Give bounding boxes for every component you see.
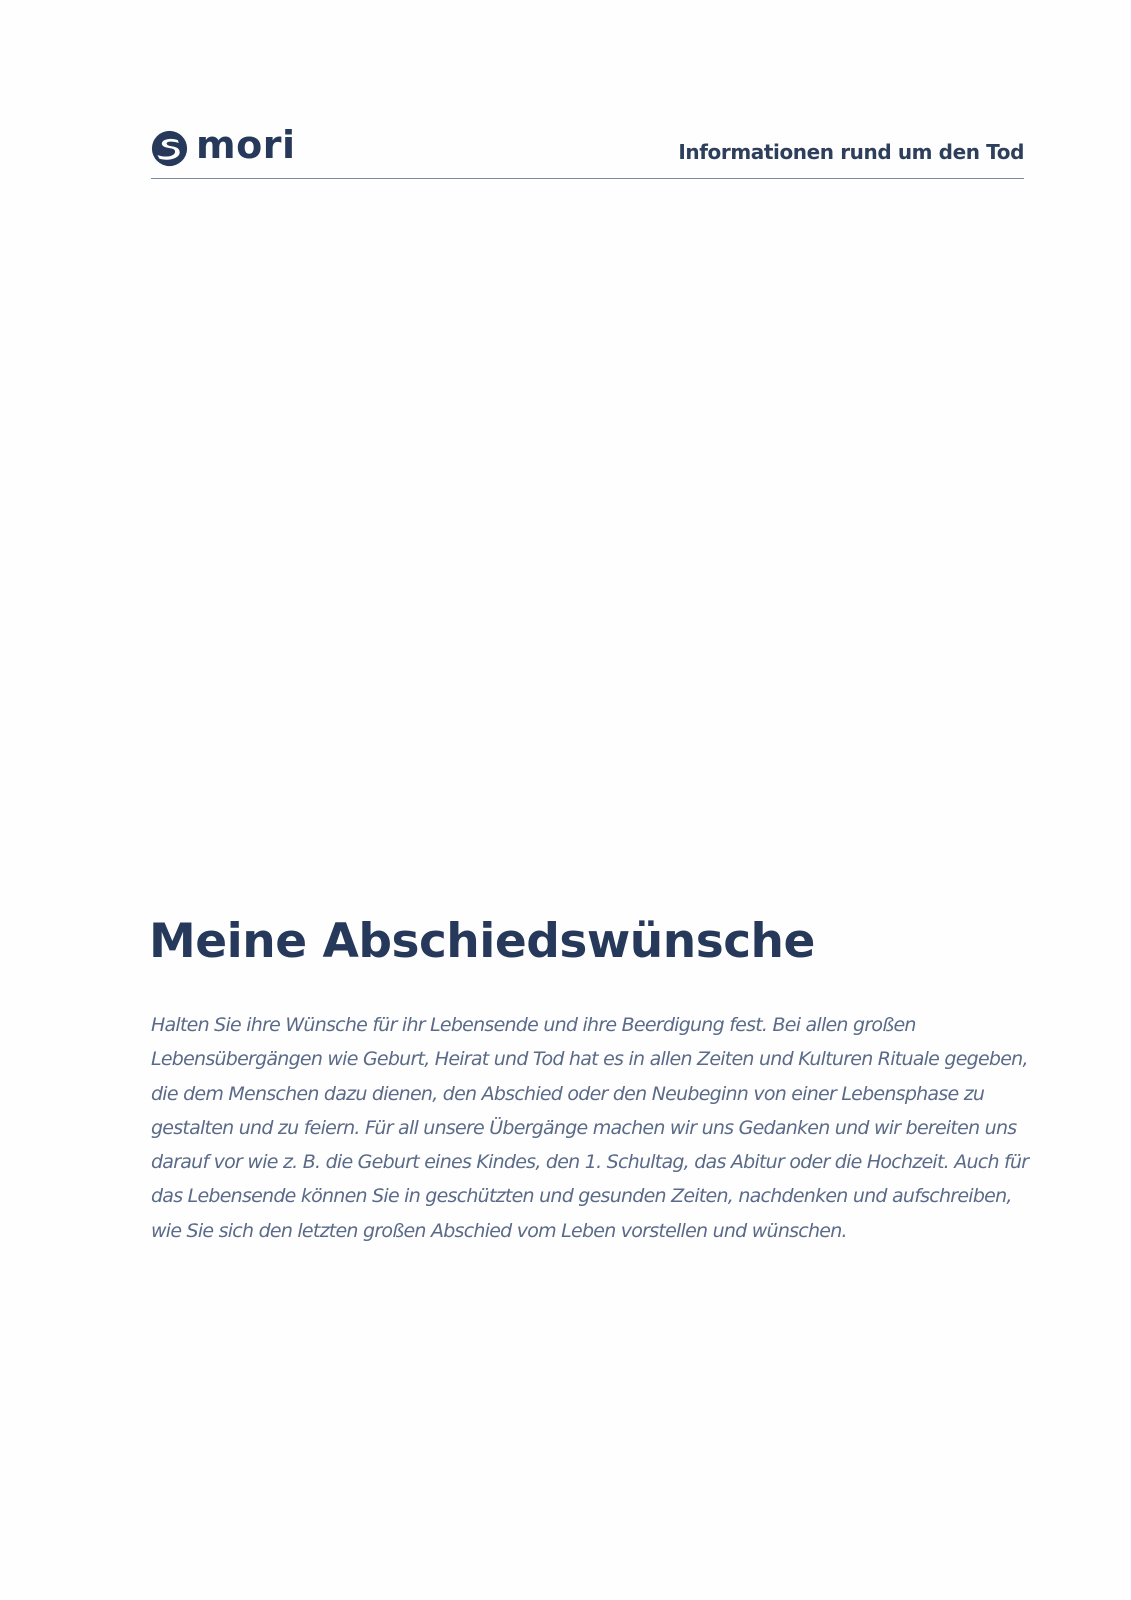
mori-s-logo-icon — [151, 130, 188, 167]
logo — [151, 123, 296, 167]
page-title: Meine Abschiedswünsche — [149, 914, 815, 969]
logo-wordmark: mori — [196, 123, 296, 167]
header-tagline: Informationen rund um den Tod — [678, 140, 1024, 164]
intro-paragraph: Halten Sie ihre Wünsche für ihr Lebensende und ihre Beerdigung fest. Bei allen großen Lebensübergängen wie Geburt, Heirat und Tod hat es in allen Zeiten und Kulturen Rituale gegeben, die dem Menschen dazu dienen, den Abschied oder den Neubeginn von einer Lebensphase zu gestalten und zu feiern. Für all unsere Übergänge machen wir uns Gedanken und wir bereiten uns darauf vor wie z. B. die Geburt eines Kindes, den 1. Schultag, das Abitur oder die Hochzeit. Auch für das Lebensende können Sie in geschützten und gesunden Zeiten, nachdenken und aufschreiben, wie Sie sich den letzten großen Abschied vom Leben vorstellen und wünschen. — [151, 1014, 1029, 1242]
page-header — [151, 123, 1024, 179]
